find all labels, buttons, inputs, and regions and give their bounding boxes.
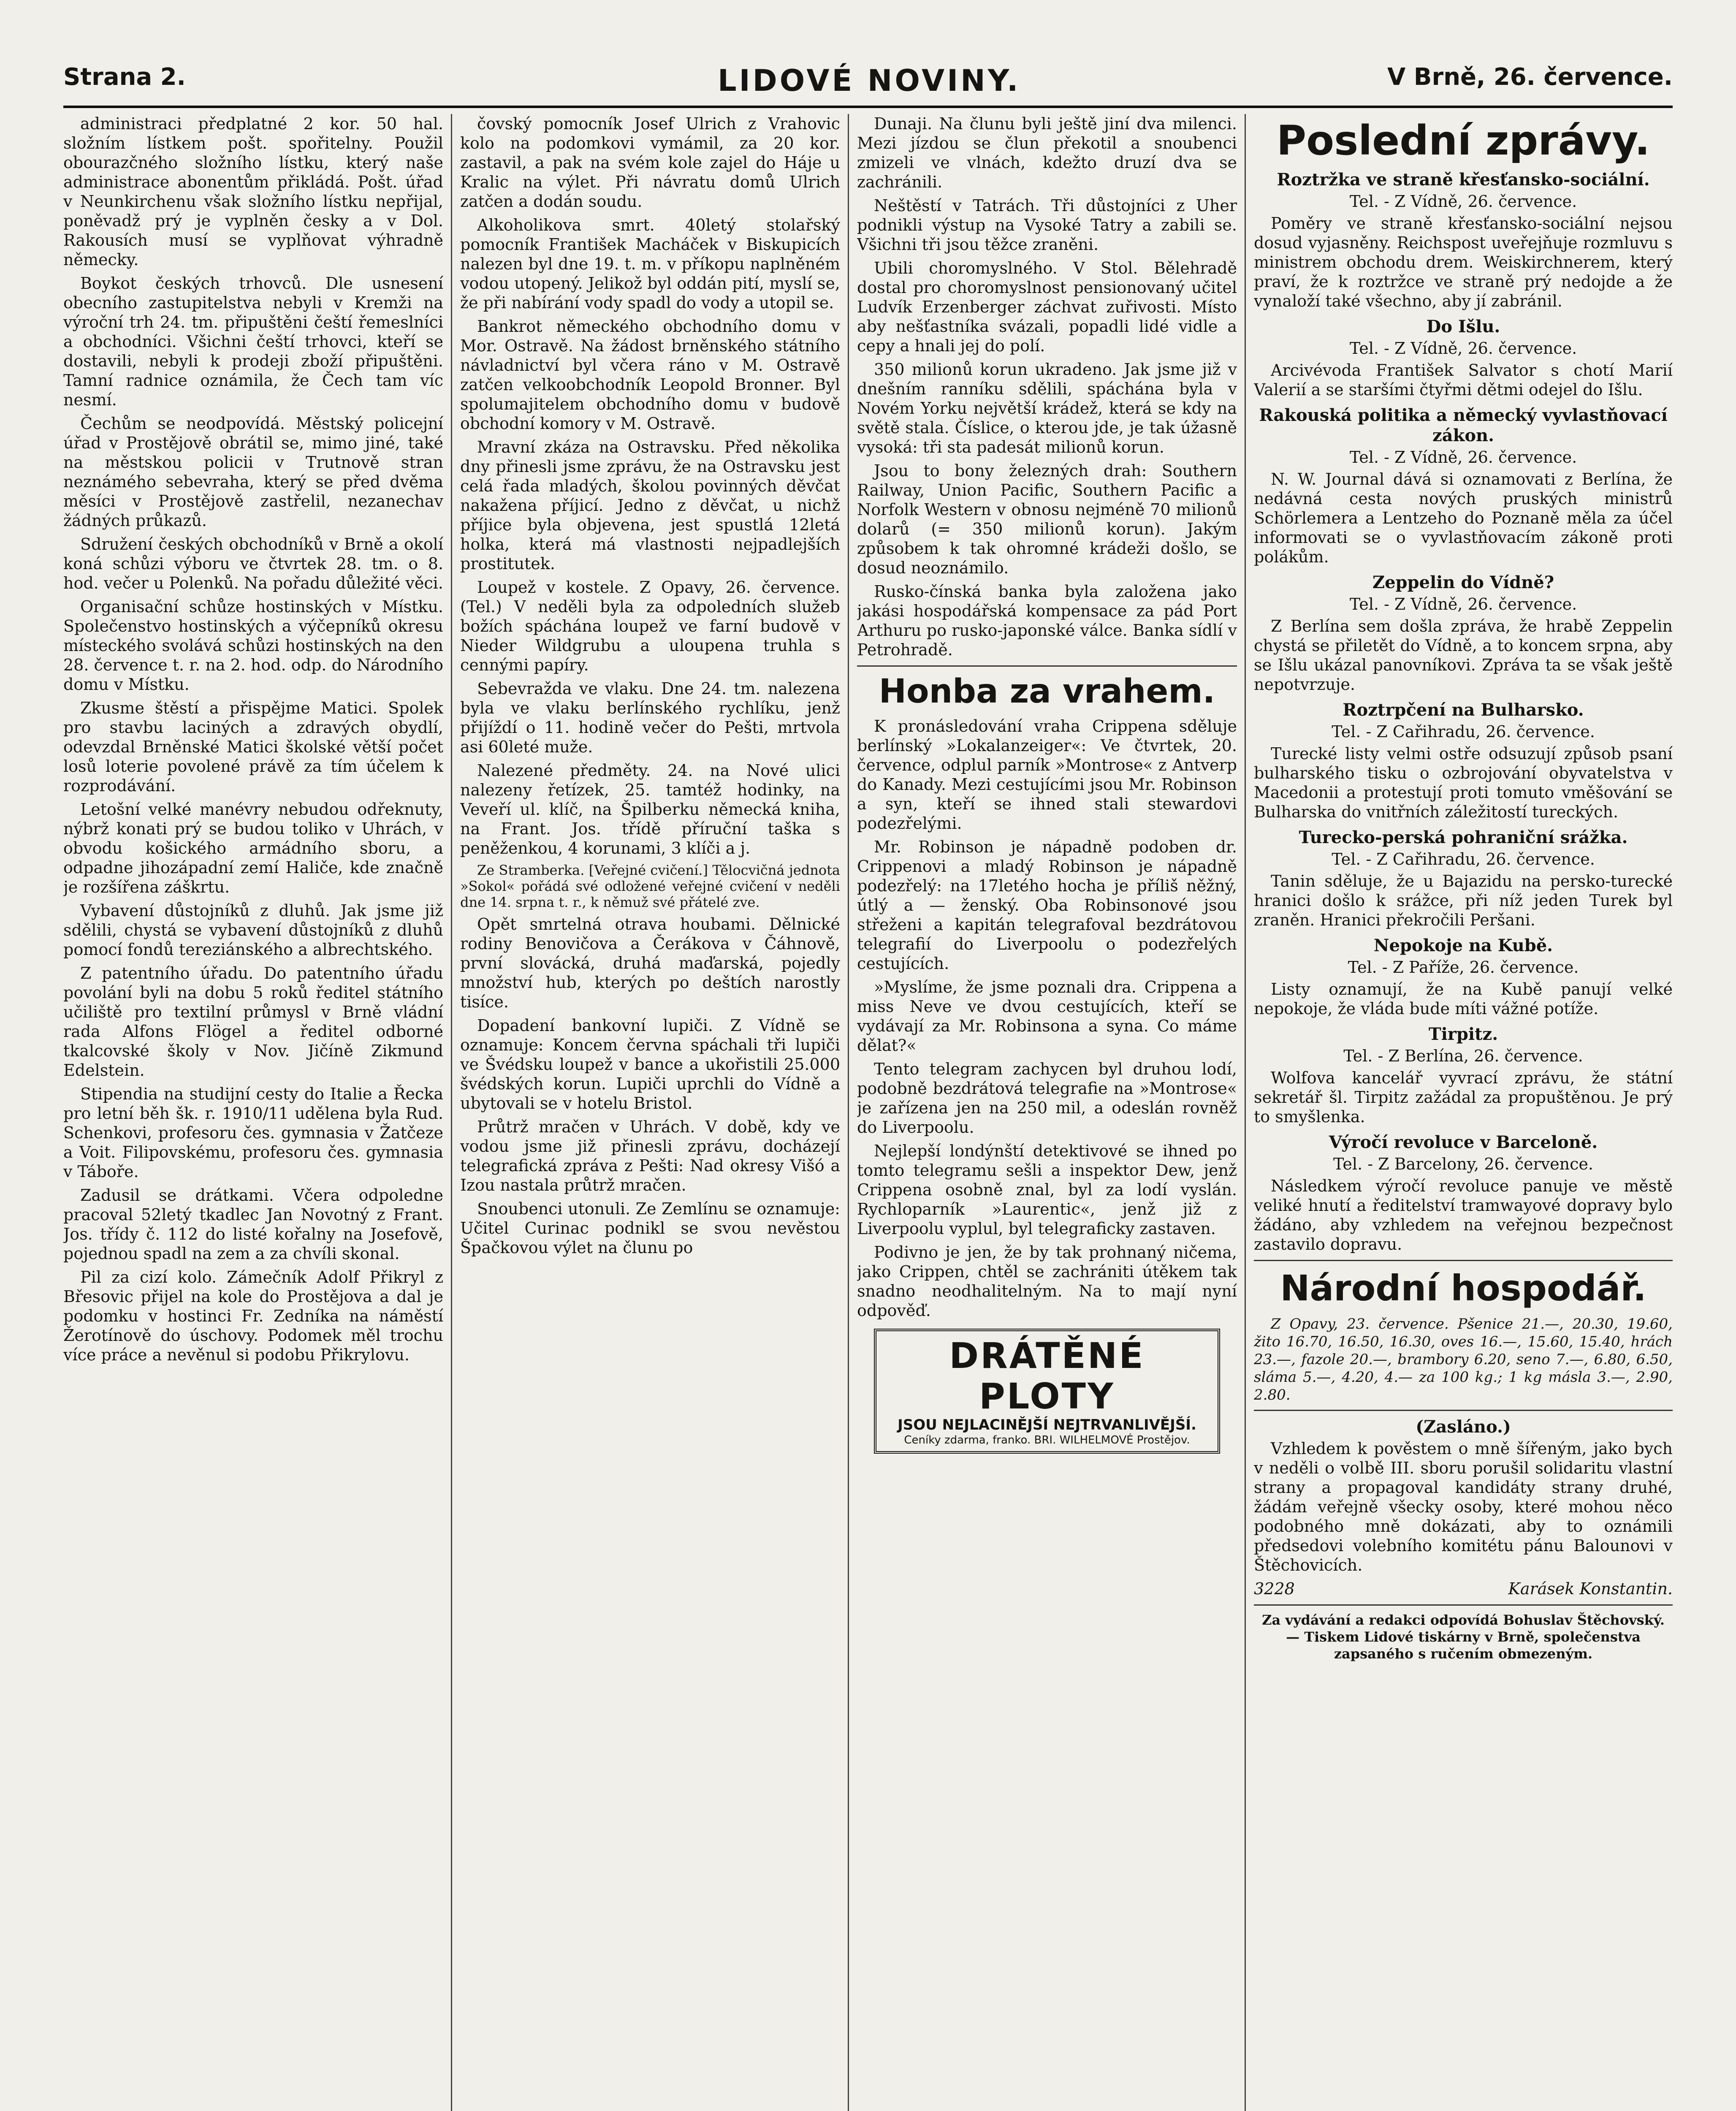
- page-header: [63, 59, 1673, 108]
- article-nalezene-predmety: Nalezené předměty. 24. na Nové ulici nalezeny řetízek, 25. tamtéž hodinky, na Veveří ul. klíč, na Špilberku německá kniha, na Frant. Jos. třídě příruční taška s peněženkou, 4 korunami, 3 klíči a j.: [460, 761, 840, 857]
- zaslano-text: Vzhledem k pověstem o mně šířeným, jako bych v neděli o volbě III. sboru porušil solidaritu vlastní strany a propagoval kandidáty strany druhé, žádám veřejně všecky osoby, které mohou něco podobného mně dokázati, aby to oznámili předsedovi volebního komitétu pánu Balounovi v Štěchovicích.: [1254, 1439, 1673, 1574]
- article-patentni-urad: Z patentního úřadu. Do patentního úřadu povolání byli na dobu 5 roků ředitel státního učiliště pro textilní průmysl v Brně vládní rada Alfons Flögel a ředitel odborné tkalcovské školy v Nov. Jičíně Zikmund Edelstein.: [63, 964, 443, 1080]
- column-rule: [451, 114, 452, 2111]
- section-heading: Roztrpčení na Bulharsko.: [1343, 700, 1584, 720]
- article-mravni-zkaza: Mravní zkáza na Ostravsku. Před několika dny přinesli jsme zprávu, že na Ostravsku jest celá řada mladých, školou povinných děvčat nakažena příjicí. Jedno z děvčat, u nichž příjice byla objevena, jest spustlá 12letá holka, která má vlastnosti nejpadlejších prostitutek.: [460, 438, 840, 573]
- section-heading: Výročí revoluce v Barceloně.: [1329, 1132, 1598, 1152]
- article-paragraph: Následkem výročí revoluce panuje ve městě veliké hnutí a ředitelství tramwayové dopravy bylo žádáno, aby vzhledem na veřejnou bezpečnost zastavilo dopravu.: [1254, 1177, 1673, 1254]
- column-rule: [1245, 114, 1246, 2111]
- column-rule: [848, 114, 849, 2111]
- advertisement-box: [874, 1329, 1220, 1454]
- article-350-milionu: 350 milionů korun ukradeno. Jak jsme již v dnešním ranníku sdělili, spáchána byla v Novém Yorku největší krádež, která se kdy na světě stala. Číslice, o kterou jde, je tak úžasně vysoká: tři sta padesát milionů korun.: [857, 360, 1237, 456]
- article-cechum: Čechům se neodpovídá. Městský policejní úřad v Prostějově obrátil se, mimo jiné, také na městskou policii v Trutnově stran neznámého sebevraha, který se před dvěma měsíci v Prostějově zastřelil, nezanechav žádných průkazů.: [63, 414, 443, 530]
- ad-subtitle: JSOU NEJLACINĚJŠÍ NEJTRVANLIVĚJŠÍ.: [898, 1416, 1196, 1433]
- article-dustojnici: Vybavení důstojníků z dluhů. Jak jsme již sdělili, chystá se vybavení důstojníků z dluhů pomocí fondů tereziánského a albrechtského.: [63, 901, 443, 959]
- article-paragraph: »Myslíme, že jsme poznali dra. Crippena a miss Neve ve dvou cestujících, kteří se vydávají za Mr. Robinsona a syna. Co máme dělat?«: [857, 978, 1237, 1055]
- article-paragraph: N. W. Journal dává si oznamovati z Berlína, že nedávná cesta nových pruských ministrů Schörlemera a Lentzeho do Poznaně měla za účel informovati se o vyvlastňovacím zákoně proti polákům.: [1254, 470, 1673, 566]
- headline-posledni-zpravy: Poslední zprávy.: [1276, 117, 1650, 164]
- article-paragraph: Listy oznamují, že na Kubě panují velké nepokoje, že vláda bude míti vážné potíže.: [1254, 980, 1673, 1018]
- article-stramberk: Ze Stramberka. [Veřejné cvičení.] Tělocvičná jednota »Sokol« pořádá své odložené veřejné cvičení v neděli dne 14. srpna t. r., k němuž své přátelé zve.: [460, 862, 840, 910]
- imprint: Za vydávání a redakci odpovídá Bohuslav Štěchovský. — Tiskem Lidové tiskárny v Brně, společenstva zapsaného s ručením obmezeným.: [1262, 1612, 1665, 1662]
- article-snoubenci: Snoubenci utonuli. Ze Zemlínu se oznamuje: Učitel Curinac podnikl se svou nevěstou Špačkovou výlet na člunu po: [460, 1199, 840, 1257]
- article-paragraph: Turecké listy velmi ostře odsuzují způsob psaní bulharského tisku o ozbrojování obyvatelstva v Macedonii a protestují proti tomuto vměšování se Bulharska do vnitřních záležitostí tureckých.: [1254, 744, 1673, 821]
- divider: [857, 665, 1237, 667]
- column-4: [1254, 114, 1673, 2111]
- divider: [1254, 1410, 1673, 1411]
- section-heading: Tirpitz.: [1428, 1024, 1498, 1044]
- headline-honba: Honba za vrahem.: [879, 673, 1215, 711]
- masthead-title: LIDOVÉ NOVINY.: [718, 63, 1021, 98]
- article-paragraph: Podivno je jen, že by tak prohnaný ničema, jako Crippen, chtěl se zachrániti útěkem tak snadno neodhalitelným. Na to mají nyní odpověď.: [857, 1243, 1237, 1320]
- section-heading: Zeppelin do Vídně?: [1372, 573, 1554, 592]
- dateline: Tel. - Z Paříže, 26. července.: [1348, 958, 1579, 977]
- article-sdruzeni: Sdružení českých obchodníků v Brně a okolí koná schůzi výboru ve čtvrtek 28. tm. o 8. hod. večer u Polenků. Na pořadu důležité věci.: [63, 535, 443, 592]
- page-number: Strana 2.: [63, 63, 186, 91]
- dateline: Tel. - Z Vídně, 26. července.: [1349, 339, 1577, 358]
- dateline: Tel. - Z Vídně, 26. července.: [1349, 448, 1577, 467]
- dateline: Tel. - Z Barcelony, 26. července.: [1333, 1155, 1593, 1173]
- signature-number: 3228: [1254, 1579, 1295, 1598]
- article-paragraph: Rusko-čínská banka byla založena jako jakási hospodářská kompensace za pád Port Arthuru po rusko-japonské válce. Banka sídlí v Petrohradě.: [857, 582, 1237, 659]
- zaslano-heading: (Zasláno.): [1416, 1417, 1511, 1437]
- section-heading: Turecko-perská pohraniční srážka.: [1299, 828, 1628, 847]
- article-bankovni-lupici: Dopadení bankovní lupiči. Z Vídně se oznamuje: Koncem června spáchali tři lupiči ve Švédsku loupež v bance a ukořistili 25.000 švédských korun. Lupiči uprchli do Vídně a ubytovali se v hotelu Bristol.: [460, 1016, 840, 1112]
- dateline: Tel. - Z Vídně, 26. července.: [1349, 595, 1577, 613]
- issue-date: V Brně, 26. července.: [1387, 63, 1673, 91]
- column-1: [63, 114, 443, 2111]
- dateline: Tel. - Z Cařihradu, 26. července.: [1332, 722, 1595, 741]
- market-prices: Z Opavy, 23. července. Pšenice 21.—, 20.30, 19.60, žito 16.70, 16.50, 16.30, oves 16.—, 15.60, 15.40, hrách 23.—, fazole 20.—, brambory 6.20, seno 7.—, 6.80, 6.50, sláma 5.—, 4.20, 4.— za 100 kg.; 1 kg másla 3.—, 2.90, 2.80.: [1254, 1316, 1673, 1403]
- article-manevry: Letošní velké manévry nebudou odřeknuty, nýbrž konati prý se budou toliko v Uhrách, v obvodu košického armádního sboru, a odpadne jihozápadní zemí Haliče, kde značně je rozšířena záškrtu.: [63, 800, 443, 896]
- article-sebevrazda: Sebevražda ve vlaku. Dne 24. tm. nalezena byla ve vlaku berlínského rychlíku, jenž přijíždí o 11. hodině večer do Pešti, mrtvola asi 60leté muže.: [460, 679, 840, 756]
- article-otrava-houbami: Opět smrtelná otrava houbami. Dělnické rodiny Benovičova a Čerákova v Čáhnově, první slovácká, druhá maďarská, pojedly množství hub, kterých po deštích narostly tisíce.: [460, 915, 840, 1011]
- article-paragraph: čovský pomocník Josef Ulrich z Vrahovic kolo na podomkovi vymámil, za 20 kor. zastavil, a pak na svém kole zajel do Háje u Kralic na výlet. Při návratu domů Ulrich zatčen a dodán soudu.: [460, 114, 840, 211]
- section-heading: Nepokoje na Kubě.: [1373, 936, 1553, 955]
- ad-title: DRÁTĚNÉ PLOTY: [949, 1335, 1145, 1417]
- headline-narodni-hospodar: Národní hospodář.: [1280, 1267, 1646, 1309]
- dateline: Tel. - Z Vídně, 26. července.: [1349, 192, 1577, 211]
- article-organisacni-schuze: Organisační schůze hostinských v Místku. Společenstvo hostinských a výčepníků okresu místeckého svolává schůzi hostinských na den 28. července t. r. na 2. hod. odp. do Národního domu v Místku.: [63, 597, 443, 694]
- article-paragraph: Wolfova kancelář vyvrací zprávu, že státní sekretář šl. Tirpitz zažádal za propuštěnou. Je prý to smyšlenka.: [1254, 1069, 1673, 1126]
- article-paragraph: Poměry ve straně křesťansko-sociální nejsou dosud vyjasněny. Reichspost uveřejňuje rozmluvu s ministrem obchodu drem. Weiskirchnerem, který praví, že k roztržce ve straně prý nedojde a že vynaloží také všechno, aby jí zabránil.: [1254, 214, 1673, 310]
- dateline: Tel. - Z Berlína, 26. července.: [1343, 1047, 1583, 1065]
- article-pil-za-kolo: Pil za cizí kolo. Zámečník Adolf Přikryl z Břesovic přijel na kole do Prostějova a dal je podomku v hostinci Fr. Zedníka na náměstí Žerotínově do úschovy. Podomek měl trochu více práce a nevěnul si podobu Přikrylovu.: [63, 1268, 443, 1364]
- article-paragraph: Nejlepší londýnští detektivové se ihned po tomto telegramu sešli a inspektor Dew, jenž Crippena osobně znal, byl za lodí vyslán. Rychloparník »Laurentic«, jenž již z Liverpoolu vyplul, byl telegraficky zastaven.: [857, 1142, 1237, 1238]
- section-heading: Roztržka ve straně křesťansko-sociální.: [1277, 170, 1650, 190]
- divider: [1254, 1604, 1673, 1606]
- article-prutrz-mracen: Průtrž mračen v Uhrách. V době, kdy ve vodou jsme již přinesli zprávu, docházejí telegrafická zpráva z Pešti: Nad okresy Višó a Izou nastala průtrž mračen.: [460, 1118, 840, 1194]
- signature-name: Karásek Konstantin.: [1508, 1579, 1673, 1598]
- ad-contact: Ceníky zdarma, franko. BRI. WILHELMOVÉ Prostějov.: [904, 1434, 1190, 1446]
- column-3: [857, 114, 1237, 2111]
- article-zadusil: Zadusil se drátkami. Včera odpoledne pracoval 52letý tkadlec Jan Novotný z Frant. Jos. třídy č. 112 do listé kořalny na Josefově, pojednou spadl na zem a za chvíli skonal.: [63, 1186, 443, 1263]
- signature-line: [1254, 1579, 1673, 1598]
- article-loupez: Loupež v kostele. Z Opavy, 26. července. (Tel.) V neděli byla za odpoledních služeb božích spáchána loupež ve farní budově v Nieder Wildgrubu a uloupena truhla s cennými papíry.: [460, 578, 840, 674]
- article-paragraph: Dunaji. Na člunu byli ještě jiní dva milenci. Mezi jízdou se člun překotil a snoubenci zmizeli ve vlnách, kdežto druzí dva se zachránili.: [857, 114, 1237, 191]
- article-stipendia: Stipendia na studijní cesty do Italie a Řecka pro letní běh šk. r. 1910/11 udělena byla Rud. Schenkovi, profesoru čes. gymnasia v Žatčeze a Voit. Filipovskému, profesoru čes. gymnasia v Táboře.: [63, 1085, 443, 1181]
- article-paragraph: Tento telegram zachycen byl druhou lodí, podobně bezdrátová telegrafie na »Montrose« je zařízena jen na 250 mil, a odeslán rovněž do Liverpoolu.: [857, 1060, 1237, 1137]
- article-alkoholik: Alkoholikova smrt. 40letý stolařský pomocník František Macháček v Biskupicích nalezen byl dne 19. t. m. v příkopu naplněném vodou utopený. Jelikož byl oddán pití, myslí se, že při nabírání vody spadl do vody a utopil se.: [460, 216, 840, 312]
- divider: [1254, 1260, 1673, 1261]
- article-boykot: Boykot českých trhovců. Dle usnesení obecního zastupitelstva nebyli v Kremži na výroční trh 24. tm. připuštěni čeští řemeslníci a obchodníci. Všichni čeští trhovci, kteří se dostavili, nebyli k prodeji zboží připuštěni. Tamní radnice oznámila, že Čech tam víc nesmí.: [63, 274, 443, 409]
- article-paragraph: Mr. Robinson je nápadně podoben dr. Crippenovi a mladý Robinson je nápadně podezřelý: na 17letého hocha je příliš něžný, útlý a — ženský. Oba Robinsonové jsou střeženi a kapitán telegrafoval bezdrátovou telegrafií do Liverpoolu o podezřelých cestujících.: [857, 838, 1237, 973]
- article-paragraph: administraci předplatné 2 kor. 50 hal. složním lístkem pošt. spořitelny. Použil obourazčného složního lístku, který naše administrace abonentům přikládá. Pošt. úřad v Neunkirchenu však složního lístku nepřijal, poněvadž prý je vyplněn česky a v Dol. Rakousích musí se vyplňovat výhradně německy.: [63, 114, 443, 269]
- article-paragraph: Jsou to bony železných drah: Southern Railway, Union Pacific, Southern Pacific a Norfolk Western v obnosu nejméně 70 milionů dolarů (= 350 milionů korun). Jakým způsobem k tak ohromné krádeži došlo, se dosud neoznámilo.: [857, 461, 1237, 577]
- article-tatry: Neštěstí v Tatrách. Tři důstojníci z Uher podnikli výstup na Vysoké Tatry a zabili se. Všichni tři jsou těžce zraněni.: [857, 196, 1237, 254]
- column-2: [460, 114, 840, 2111]
- section-heading: Do Išlu.: [1426, 317, 1500, 336]
- section-heading: Rakouská politika a německý vyvlastňovací zákon.: [1259, 405, 1668, 445]
- article-matice: Zkusme štěstí a přispějme Matici. Spolek pro stavbu laciných a zdravých obydlí, odevzdal Brněnské Matici školské větší počet losů loterie povolené právě za tím účelem k rozprodávání.: [63, 699, 443, 795]
- dateline: Tel. - Z Cařihradu, 26. července.: [1332, 850, 1595, 868]
- article-bankrot: Bankrot německého obchodního domu v Mor. Ostravě. Na žádost brněnského státního návladnictví byl včera ráno v M. Ostravě zatčen velkoobchodník Leopold Bronner. Byl spolumajitelem obchodního domu v budově obchodní komory v M. Ostravě.: [460, 317, 840, 433]
- article-paragraph: Tanin sděluje, že u Bajazidu na persko-turecké hranici došlo k srážce, při níž jeden Turek byl zraněn. Hranici překročili Peršani.: [1254, 872, 1673, 929]
- article-paragraph: Arcivévoda František Salvator s chotí Marií Valerií a se staršími čtyřmi dětmi odejel do Išlu.: [1254, 361, 1673, 399]
- article-paragraph: Z Berlína sem došla zpráva, že hrabě Zeppelin chystá se přiletět do Vídně, a to koncem srpna, aby se Išlu ukázal panovníkovi. Zpráva ta se však ještě nepotvrzuje.: [1254, 617, 1673, 694]
- article-ubili: Ubili choromyslného. V Stol. Bělehradě dostal pro choromyslnost pensionovaný učitel Ludvík Erzenberger záchvat zuřivosti. Místo aby nešťastníka svázali, popadli lidé vidle a cepy a hnali jej do polí.: [857, 259, 1237, 355]
- article-paragraph: K pronásledování vraha Crippena sděluje berlínský »Lokalanzeiger«: Ve čtvrtek, 20. července, odplul parník »Montrose« z Antverp do Kanady. Mezi cestujícími jsou Mr. Robinson a syn, kteří se ihned stali stewardovi podezřelými.: [857, 717, 1237, 833]
